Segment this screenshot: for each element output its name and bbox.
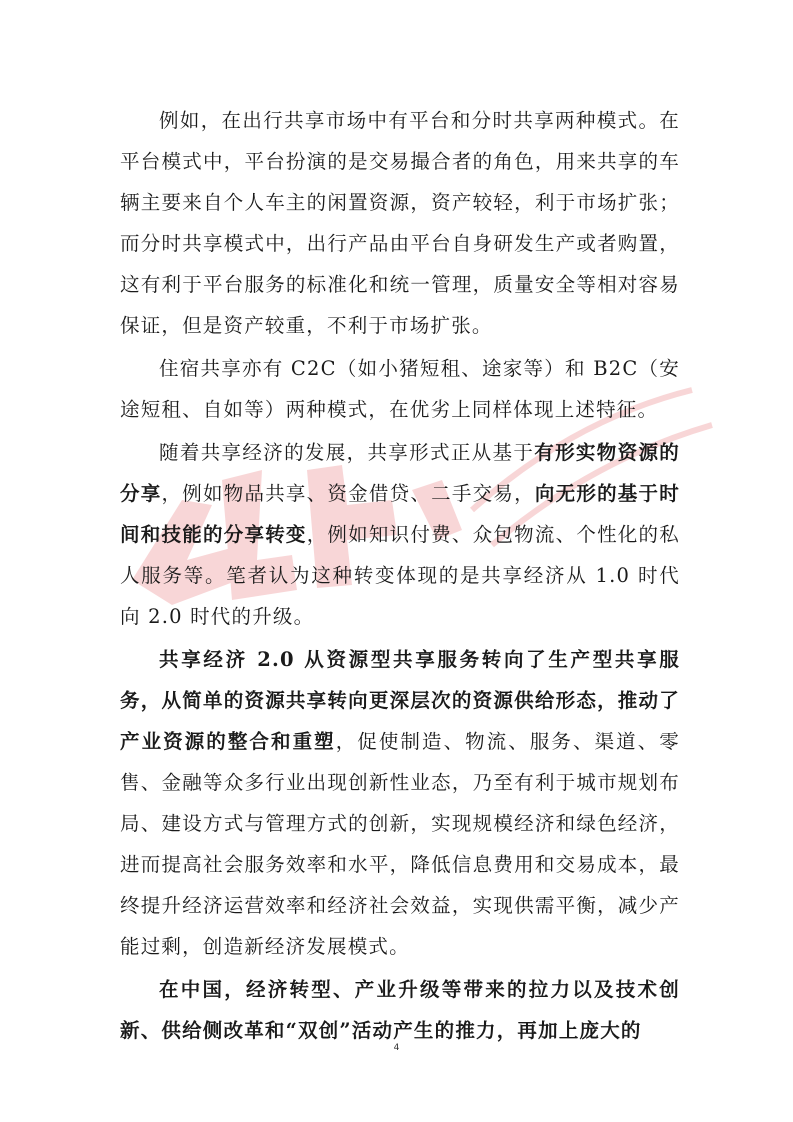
text-segment: 随着共享经济的发展，共享形式正从基于 [159,441,535,464]
bold-text-segment: 在中国，经济转型、产业升级等带来的拉力以及技术创新、供给侧改革和“双创”活动产生的推力，再加上庞大的 [120,978,680,1042]
body-paragraph [120,432,680,637]
bold-text-segment: 共享经济 2.0 从资源型共享服务转向了生产型共享服务，从简单的资源共享转向更深层次的资源供给形态，推动了产业资源的整合和重塑 [120,648,680,753]
bold-text-segment: 向无形的基于时间和技能的分享转变 [120,482,680,546]
text-segment: ，促使制造、物流、服务、渠道、零售、金融等众多行业出现创新性业态，乃至有利于城市规划布局、建设方式与管理方式的创新，实现规模经济和绿色经济，进而提高社会服务效率和水平，降低信息费用和交易成本，最终提升经济运营效率和经济社会效益，实现供需平衡，减少产能过剩，创造新经济发展模式。 [120,730,680,958]
page-number: 4 [393,1043,400,1053]
text-segment: ，例如知识付费、众包物流、个性化的私人服务等。笔者认为这种转变体现的是共享经济从 1.0 时代向 2.0 时代的升级。 [120,523,680,628]
text-segment: ，例如物品共享、资金借贷、二手交易， [161,482,535,505]
body-paragraph [120,348,680,430]
text-segment: 住宿共享亦有 C2C（如小猪短租、途家等）和 B2C（安途短租、自如等）两种模式，在优劣上同样体现上述特征。 [120,357,680,421]
article-body [120,100,680,1051]
body-paragraph [120,100,680,346]
body-paragraph [120,639,680,967]
body-paragraph [120,969,680,1051]
bold-text-segment: 有形实物资源的分享 [120,441,680,505]
text-segment: 例如，在出行共享市场中有平台和分时共享两种模式。在平台模式中，平台扮演的是交易撮合者的角色，用来共享的车辆主要来自个人车主的闲置资源，资产较轻，利于市场扩张；而分时共享模式中，出行产品由平台自身研发生产或者购置，这有利于平台服务的标准化和统一管理，质量安全等相对容易保证，但是资产较重，不利于市场扩张。 [120,109,680,337]
